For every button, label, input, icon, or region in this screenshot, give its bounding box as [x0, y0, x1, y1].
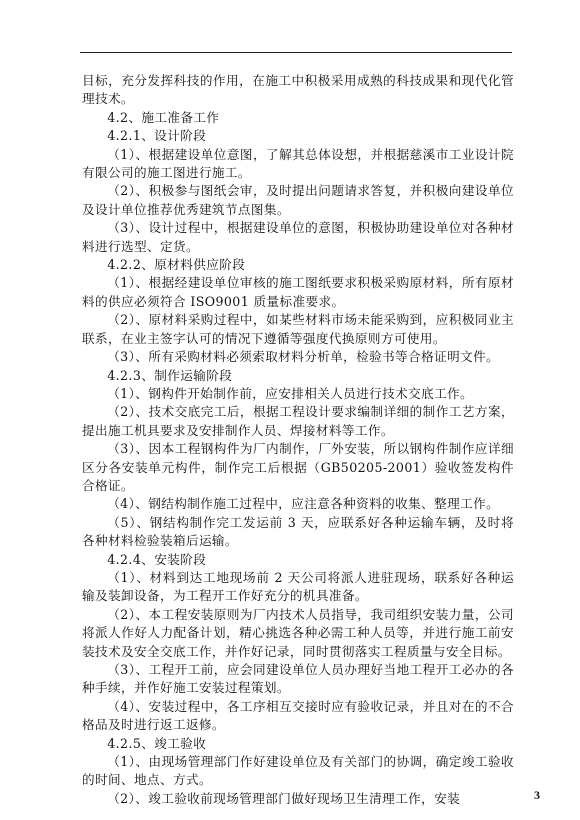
paragraph: （4）、钢结构制作施工过程中，应注意各种资料的收集、整理工作。: [107, 496, 500, 512]
section-heading-4-2-2: 4.2.2、原材料供应阶段: [107, 257, 246, 273]
paragraph: （1）、钢构件开始制作前，应安排相关人员进行技术交底工作。: [107, 385, 474, 401]
paragraph: （2）、技术交底完工后，根据工程设计要求编制详细的制作工艺方案，提出施工机具要求及安排制作人员、焊接材料等工作。: [82, 404, 514, 438]
paragraph: （2）、积极参与图纸会审，及时提出问题请求答复，并积极向建设单位及设计单位推荐优秀建筑节点图集。: [82, 183, 514, 217]
paragraph: （1）、由现场管理部门作好建设单位及有关部门的协调，确定竣工验收的时间、地点、方式。: [82, 754, 514, 788]
document-body: [82, 72, 514, 808]
paragraph: （4）、安装过程中，各工序相互交接时应有验收记录，并且对在的不合格品及时进行返工返修。: [82, 698, 514, 733]
section-heading-4-2-5: 4.2.5、竣工验收: [107, 735, 207, 751]
paragraph: （5）、钢结构制作完工发运前 3 天，应联系好各种运输车辆，及时将各种材料检验装箱后运输。: [82, 514, 514, 549]
paragraph: （3）、所有采购材料必须索取材料分析单，检验书等合格证明文件。: [107, 349, 500, 365]
page-number: 3: [534, 788, 540, 802]
section-heading-4-2: 4.2、施工准备工作: [107, 109, 220, 125]
paragraph: （2）、原材料采购过程中，如某些材料市场未能采购到，应积极同业主联系，在业主签字认可的情况下遵循等强度代换原则方可使用。: [82, 312, 514, 346]
paragraph: （2）、本工程安装原则为厂内技术人员指导，我司组织安装力量，公司将派人作好人力配备计划，精心挑选各种必需工种人员等，并进行施工前安装技术及安全交底工作，并作好记录，同时贯彻落实工程质量与安全目标。: [82, 606, 514, 659]
paragraph: （2）、竣工验收前现场管理部门做好现场卫生清理工作，安装: [107, 790, 461, 806]
paragraph-continuation: 目标，充分发挥科技的作用，在施工中积极采用成熟的科技成果和现代化管理技术。: [82, 73, 514, 107]
section-heading-4-2-3: 4.2.3、制作运输阶段: [107, 367, 233, 383]
paragraph: （3）、工程开工前，应会同建设单位人员办理好当地工程开工必办的各种手续，并作好施工安装过程策划。: [82, 662, 514, 696]
header-rule: [80, 52, 512, 53]
paragraph: （1）、根据建设单位意图，了解其总体设想，并根据慈溪市工业设计院有限公司的施工图进行施工。: [82, 146, 514, 181]
paragraph: （3）、因本工程钢构件为厂内制作，厂外安装，所以钢构件制作应详细区分各安装单元构件，制作完工后根据（GB50205-2001）验收签发构件合格证。: [82, 441, 514, 493]
paragraph: （1）、根据经建设单位审核的施工图纸要求积极采购原材料，所有原材料的供应必须符合 ISO9001 质量标准要求。: [82, 275, 514, 309]
paragraph: （1）、材料到达工地现场前 2 天公司将派人进驻现场，联系好各种运输及装卸设备，为工程开工作好充分的机具准备。: [82, 569, 514, 604]
section-heading-4-2-1: 4.2.1、设计阶段: [107, 128, 207, 144]
paragraph: （3）、设计过程中，根据建设单位的意图，积极协助建设单位对各种材料进行选型、定货。: [82, 220, 514, 254]
section-heading-4-2-4: 4.2.4、安装阶段: [107, 551, 207, 567]
